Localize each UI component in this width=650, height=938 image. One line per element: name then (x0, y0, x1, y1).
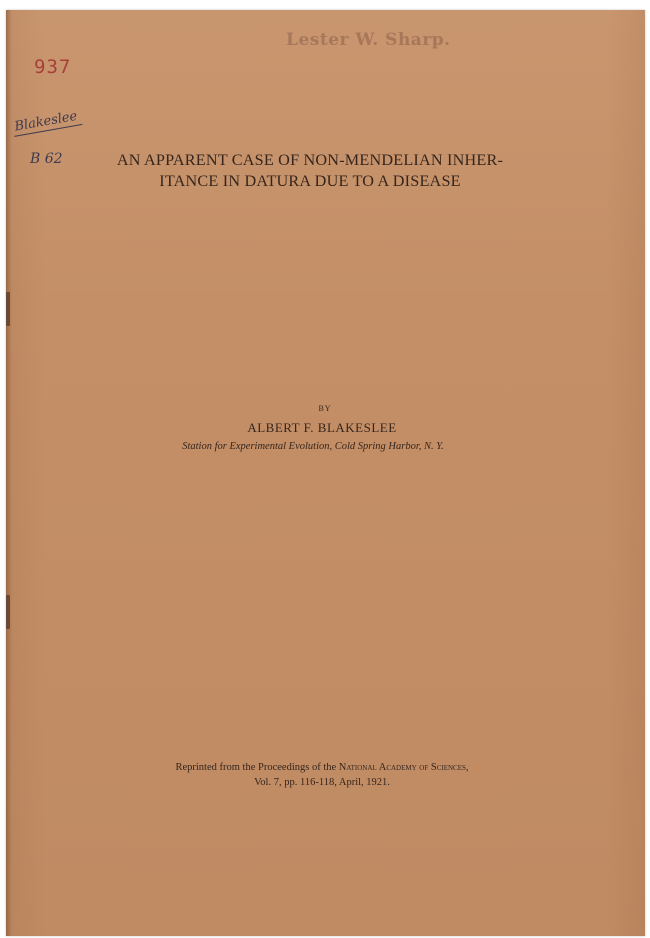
reprint-line-1 (0, 760, 644, 775)
handwritten-author-note: Blakeslee (12, 108, 83, 137)
reprint-prefix: Reprinted from the Proceedings of the (175, 762, 337, 773)
author-affiliation: Station for Experimental Evolution, Cold Spring Harbor, N. Y. (182, 441, 444, 452)
pamphlet-cover (6, 10, 645, 936)
byline-label: BY (318, 404, 332, 413)
title-line-1: AN APPARENT CASE OF NON-MENDELIAN INHER- (116, 151, 504, 169)
author-name: ALBERT F. BLAKESLEE (247, 420, 397, 435)
reprint-journal: National Academy of Sciences, (338, 762, 469, 773)
title-line-2: ITANCE IN DATURA DUE TO A DISEASE (159, 172, 461, 190)
spine-fold (6, 10, 12, 936)
document-title (100, 150, 520, 192)
owner-stamp: Lester W. Sharp. (286, 30, 451, 50)
handwritten-shelf-code: B 62 (30, 151, 63, 167)
staple-top (6, 292, 10, 326)
reprint-citation: Vol. 7, pp. 116-118, April, 1921. (254, 777, 390, 788)
reprint-notice (0, 760, 644, 790)
catalog-number: 937 (34, 56, 72, 78)
staple-bottom (6, 595, 10, 629)
